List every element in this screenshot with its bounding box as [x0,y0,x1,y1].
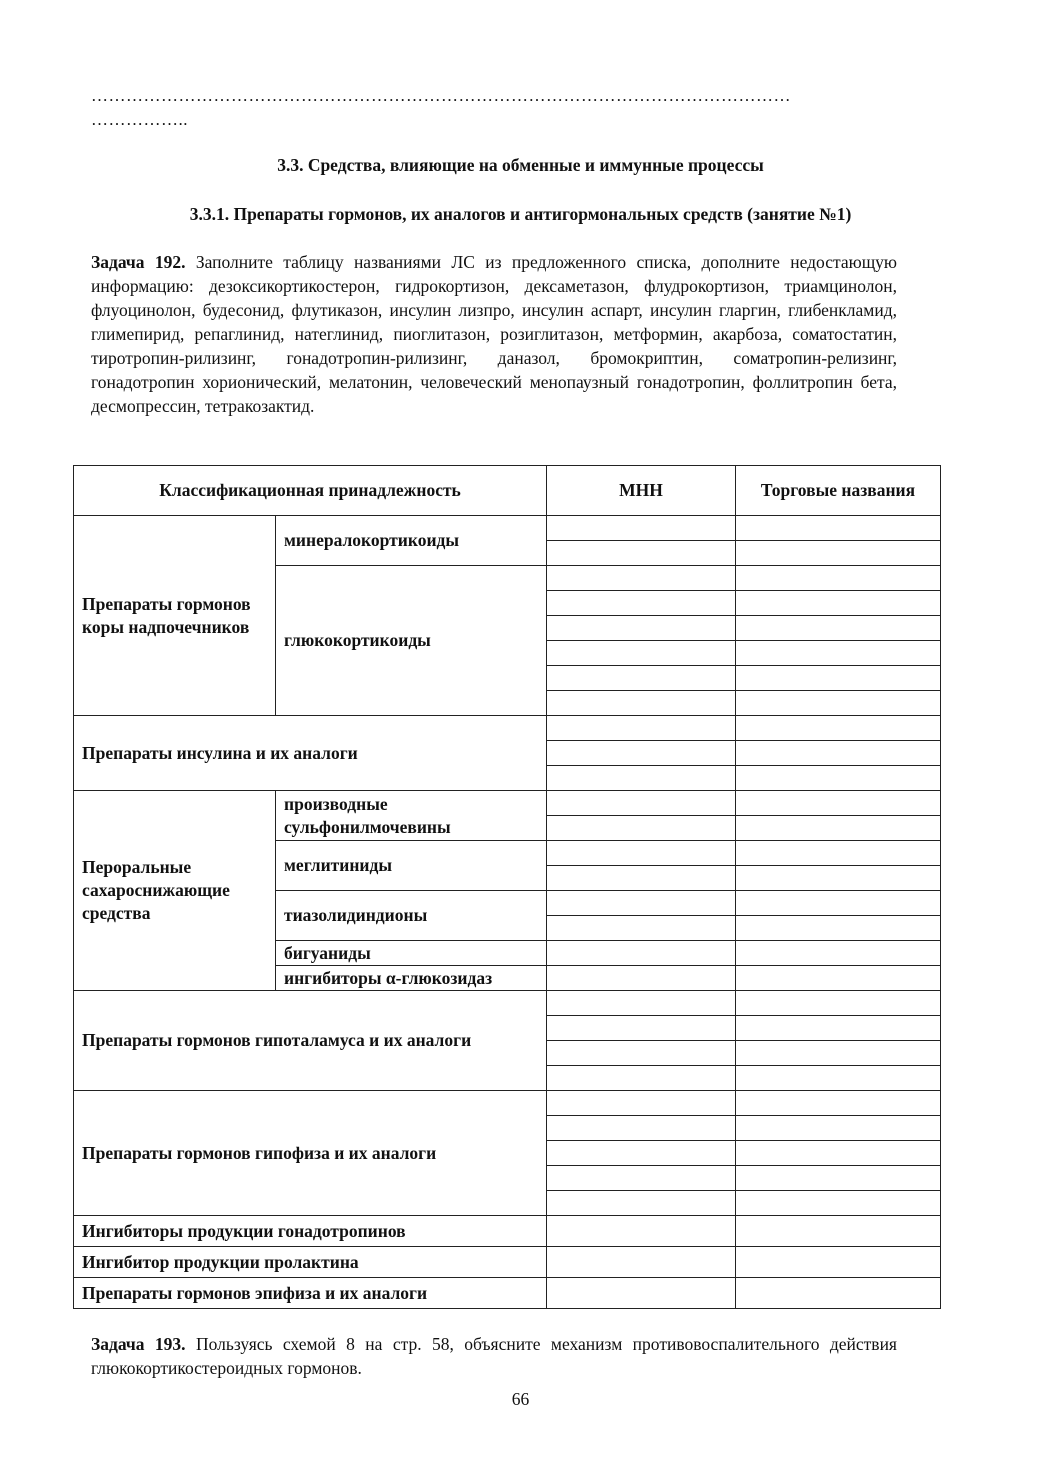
table-row [74,1278,941,1309]
trade-cell[interactable] [736,791,941,816]
trade-cell[interactable] [736,1278,941,1309]
inn-cell[interactable] [547,966,736,991]
row-mineralocorticoids: минералокортикоиды [276,516,547,566]
trade-cell[interactable] [736,641,941,666]
trade-cell[interactable] [736,816,941,841]
trade-cell[interactable] [736,1166,941,1191]
inn-cell[interactable] [547,691,736,716]
row-epiphysis: Препараты гормонов эпифиза и их аналоги [74,1278,547,1309]
table-row [74,716,941,741]
inn-cell[interactable] [547,516,736,541]
inn-cell[interactable] [547,791,736,816]
trade-cell[interactable] [736,866,941,891]
header-inn: МНН [547,466,736,516]
task-192 [91,250,897,418]
inn-cell[interactable] [547,616,736,641]
inn-cell[interactable] [547,1166,736,1191]
row-meglitinides: меглитиниды [276,841,547,891]
row-gonadotropin-inhibitors: Ингибиторы продукции гонадотропинов [74,1216,547,1247]
row-sulfonylurea: производные сульфонилмочевины [276,791,547,841]
table-row [74,1247,941,1278]
inn-cell[interactable] [547,891,736,916]
inn-cell[interactable] [547,1016,736,1041]
inn-cell[interactable] [547,541,736,566]
row-insulin: Препараты инсулина и их аналоги [74,716,547,791]
row-biguanides: бигуаниды [276,941,547,966]
task-192-text: Заполните таблицу названиями ЛС из предложенного списка, дополните недостающую информацию: дезоксикортикостерон, гидрокортизон, дексаметазон, флудрокортизон, триамцинолон, флуоцинолон, будесонид, флутиказон, инсулин лизпро, инсулин аспарт, инсулин гларгин, глибенкламид, глимепирид, репаглинид, натеглинид, пиоглитазон, розиглитазон, метформин, акарбоза, соматостатин, тиротропин-рилизинг, гонадотропин-рилизинг, даназол, бромокриптин, соматропин-релизинг, гонадотропин хорионический, мелатонин, человеческий менопаузный гонадотропин, фоллитропин бета, десмопрессин, тетракозактид. [91,252,897,416]
inn-cell[interactable] [547,741,736,766]
dotted-line-2: …………….. [91,110,188,129]
trade-cell[interactable] [736,891,941,916]
page-number: 66 [511,1389,530,1409]
inn-cell[interactable] [547,1116,736,1141]
subsection-title: 3.3.1. Препараты гормонов, их аналогов и антигормональных средств (занятие №1) [189,204,852,224]
table-header-row [74,466,941,516]
inn-cell[interactable] [547,991,736,1016]
trade-cell[interactable] [736,591,941,616]
inn-cell[interactable] [547,1216,736,1247]
inn-cell[interactable] [547,566,736,591]
row-alpha-glucosidase: ингибиторы α-глюкозидаз [276,966,547,991]
trade-cell[interactable] [736,1091,941,1116]
trade-cell[interactable] [736,541,941,566]
row-pituitary: Препараты гормонов гипофиза и их аналоги [74,1091,547,1216]
section-title: 3.3. Средства, влияющие на обменные и иммунные процессы [277,155,764,175]
trade-cell[interactable] [736,966,941,991]
trade-cell[interactable] [736,716,941,741]
inn-cell[interactable] [547,766,736,791]
trade-cell[interactable] [736,941,941,966]
trade-cell[interactable] [736,741,941,766]
inn-cell[interactable] [547,1091,736,1116]
task-193 [91,1332,897,1380]
trade-cell[interactable] [736,1041,941,1066]
trade-cell[interactable] [736,1216,941,1247]
inn-cell[interactable] [547,1041,736,1066]
row-hypothalamus: Препараты гормонов гипоталамуса и их аналоги [74,991,547,1091]
inn-cell[interactable] [547,591,736,616]
row-oral-hypoglycemic: Пероральные сахароснижающие средства [74,791,276,991]
row-thiazolidinediones: тиазолидиндионы [276,891,547,941]
inn-cell[interactable] [547,816,736,841]
task-193-text: Пользуясь схемой 8 на стр. 58, объясните механизм противовоспалительного действия глюкокортикостероидных гормонов. [91,1334,897,1378]
table-row [74,516,941,541]
trade-cell[interactable] [736,916,941,941]
trade-cell[interactable] [736,691,941,716]
trade-cell[interactable] [736,1141,941,1166]
table-row [74,791,941,816]
trade-cell[interactable] [736,1191,941,1216]
inn-cell[interactable] [547,1247,736,1278]
inn-cell[interactable] [547,1066,736,1091]
trade-cell[interactable] [736,1066,941,1091]
inn-cell[interactable] [547,666,736,691]
table-row [74,1216,941,1247]
table-row [74,1091,941,1116]
inn-cell[interactable] [547,916,736,941]
inn-cell[interactable] [547,1278,736,1309]
inn-cell[interactable] [547,841,736,866]
header-trade-names: Торговые названия [736,466,941,516]
header-classification: Классификационная принадлежность [74,466,547,516]
inn-cell[interactable] [547,716,736,741]
inn-cell[interactable] [547,1191,736,1216]
trade-cell[interactable] [736,566,941,591]
trade-cell[interactable] [736,1016,941,1041]
inn-cell[interactable] [547,866,736,891]
dotted-line-1: ………………………………………………………………………………………………………… [91,86,791,105]
task-193-label: Задача 193. [91,1334,186,1354]
row-prolactin-inhibitor: Ингибитор продукции пролактина [74,1247,547,1278]
row-glucocorticoids: глюкокортикоиды [276,566,547,716]
drug-classification-table [73,465,941,1309]
task-192-label: Задача 192. [91,252,186,272]
trade-cell[interactable] [736,766,941,791]
inn-cell[interactable] [547,1141,736,1166]
table-row [74,991,941,1016]
trade-cell[interactable] [736,991,941,1016]
inn-cell[interactable] [547,941,736,966]
trade-cell[interactable] [736,1247,941,1278]
trade-cell[interactable] [736,516,941,541]
trade-cell[interactable] [736,666,941,691]
trade-cell[interactable] [736,1116,941,1141]
trade-cell[interactable] [736,841,941,866]
inn-cell[interactable] [547,641,736,666]
row-adrenal: Препараты гормонов коры надпочечников [74,516,276,716]
trade-cell[interactable] [736,616,941,641]
